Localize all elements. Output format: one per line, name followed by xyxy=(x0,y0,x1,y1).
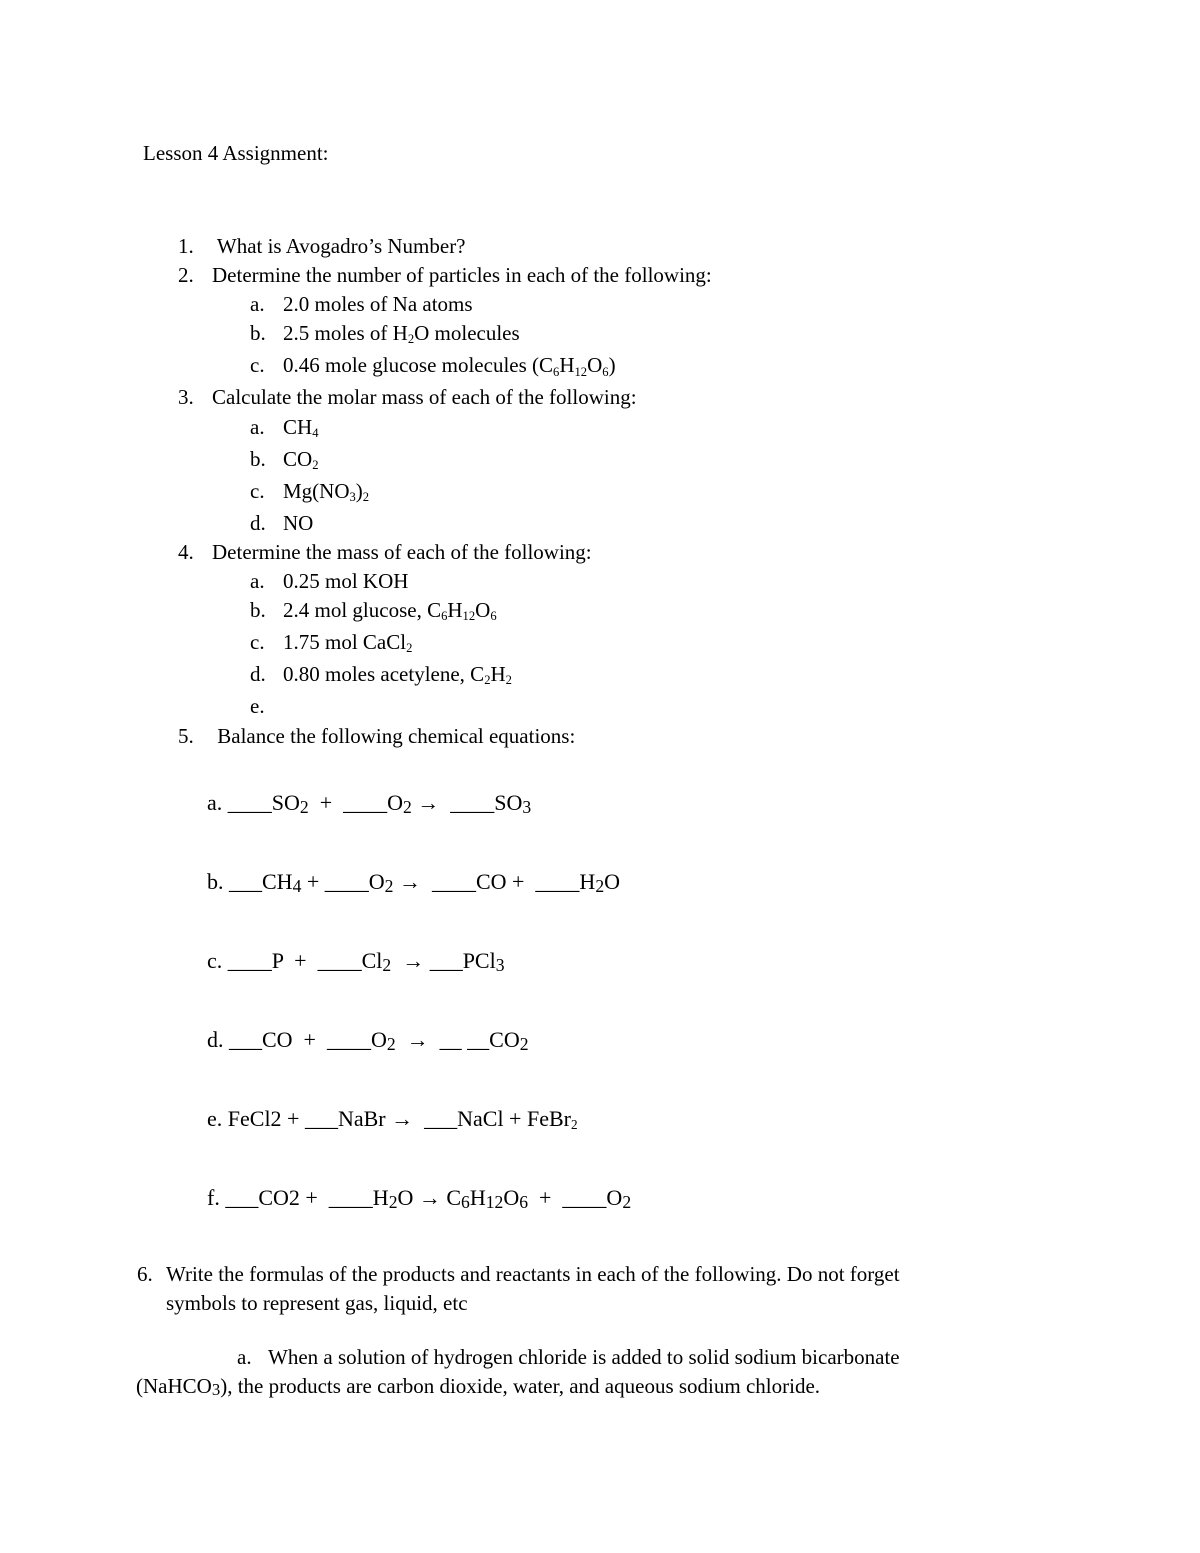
item-text: What is Avogadro’s Number? xyxy=(212,234,466,258)
subscript: 2 xyxy=(388,1191,398,1212)
subscript: 4 xyxy=(292,875,302,896)
item-text: Balance the following chemical equations: xyxy=(212,723,576,748)
item-number: 3. xyxy=(178,385,194,410)
item-number: b. xyxy=(250,446,266,471)
question-sub-item xyxy=(0,692,712,721)
subscript: 2 xyxy=(484,673,491,688)
question-6a-line-2: (NaHCO3), the products are carbon dioxide, water, and aqueous sodium chloride. xyxy=(136,1373,821,1400)
subscript: 2 xyxy=(519,1033,529,1054)
question-sub-item xyxy=(0,445,712,477)
subscript: 12 xyxy=(462,609,476,624)
equation-item xyxy=(207,788,631,867)
subscript: 6 xyxy=(490,609,497,624)
subscript: 2 xyxy=(384,875,394,896)
equation-text: ___CH4 + ____O2 → ____CO + ____H2O xyxy=(229,869,620,896)
question-sub-item xyxy=(0,413,712,445)
item-text: CH4 xyxy=(283,414,319,440)
question-6 xyxy=(0,1260,900,1402)
equation-label: a. xyxy=(207,790,223,815)
question-sub-item xyxy=(0,660,712,692)
item-number: d. xyxy=(250,510,266,535)
equation-label: f. xyxy=(207,1185,220,1210)
subscript: 2 xyxy=(570,1117,578,1133)
item-number: 1. xyxy=(178,234,194,258)
equation-text: ___CO2 + ____H2O → C6H12O6 + ____O2 xyxy=(225,1185,632,1212)
item-text: Calculate the molar mass of each of the following: xyxy=(212,385,637,410)
question-sub-item xyxy=(0,509,712,538)
item-text: Mg(NO3)2 xyxy=(283,478,370,504)
item-text: 1.75 mol CaCl2 xyxy=(283,630,413,656)
item-text: 0.46 mole glucose molecules (C6H12O6) xyxy=(283,353,616,379)
question-item xyxy=(0,383,712,412)
item-number: b. xyxy=(250,598,266,623)
subscript: 2 xyxy=(407,332,415,347)
question-item xyxy=(0,538,712,567)
equation-item xyxy=(207,1183,631,1262)
subscript: 12 xyxy=(574,364,588,379)
subscript: 12 xyxy=(485,1191,504,1212)
subscript: 6 xyxy=(553,364,560,379)
equation-text: ___CO + ____O2 → __ __CO2 xyxy=(229,1027,529,1054)
question-sub-item xyxy=(0,477,712,509)
item-text: 0.80 moles acetylene, C2H2 xyxy=(283,662,512,688)
item-text: 0.25 mol KOH xyxy=(283,569,409,594)
item-text: Determine the number of particles in each of the following: xyxy=(212,263,712,288)
item-number: c. xyxy=(250,353,265,378)
question-6a-line-1: a. When a solution of hydrogen chloride is added to solid sodium bicarbonate xyxy=(237,1343,900,1372)
equation-text: FeCl2 + ___NaBr → ___NaCl + FeBr2 xyxy=(227,1106,578,1133)
item-number: a. xyxy=(250,569,265,594)
question-sub-item xyxy=(0,290,712,319)
subscript: 3 xyxy=(522,796,532,817)
subscript: 4 xyxy=(312,425,319,440)
item-number: c. xyxy=(250,630,265,655)
item-text: CO2 xyxy=(283,446,319,472)
item-number: e. xyxy=(250,694,265,719)
item-number: 4. xyxy=(178,539,194,564)
item-number: a. xyxy=(237,1345,252,1369)
question-sub-item xyxy=(0,319,712,351)
equation-list xyxy=(0,788,631,1262)
question-sub-item xyxy=(0,596,712,628)
equation-text: ____SO2 + ____O2 → ____SO3 xyxy=(227,790,532,817)
item-text: Determine the mass of each of the following: xyxy=(212,539,592,564)
subscript: 2 xyxy=(622,1191,632,1212)
item-number: 5. xyxy=(178,723,194,748)
question-item xyxy=(0,232,712,261)
subscript: 6 xyxy=(602,364,609,379)
item-text: 2.5 moles of H2O molecules xyxy=(283,321,520,347)
equation-label: d. xyxy=(207,1027,224,1052)
question-sub-item xyxy=(0,351,712,383)
item-text: NO xyxy=(283,510,314,535)
question-list xyxy=(0,232,712,751)
question-item xyxy=(0,722,712,751)
item-text: Write the formulas of the products and reactants in each of the following. Do not forget xyxy=(166,1262,900,1286)
item-number: a. xyxy=(250,414,265,439)
equation-text: ____P + ____Cl2 → ___PCl3 xyxy=(227,948,505,975)
item-number: c. xyxy=(250,478,265,503)
subscript: 6 xyxy=(519,1191,529,1212)
page-title: Lesson 4 Assignment: xyxy=(143,141,329,165)
equation-item xyxy=(207,946,631,1025)
item-text: 2.0 moles of Na atoms xyxy=(283,292,473,317)
subscript: 6 xyxy=(461,1191,470,1212)
subscript: 2 xyxy=(382,954,392,975)
question-sub-item xyxy=(0,567,712,596)
equation-item xyxy=(207,867,631,946)
equation-label: c. xyxy=(207,948,223,973)
subscript: 2 xyxy=(362,489,370,504)
subscript: 2 xyxy=(402,796,412,817)
subscript: 2 xyxy=(386,1033,396,1054)
item-number: 2. xyxy=(178,263,194,288)
item-number: 6. xyxy=(137,1262,153,1286)
question-6-line-2: symbols to represent gas, liquid, etc xyxy=(166,1290,468,1315)
equation-label: b. xyxy=(207,869,224,894)
subscript: 3 xyxy=(349,489,356,504)
subscript: 2 xyxy=(312,457,319,472)
item-number: b. xyxy=(250,321,266,346)
subscript: 2 xyxy=(505,673,512,688)
subscript: 2 xyxy=(299,796,309,817)
subscript: 2 xyxy=(595,875,605,896)
equation-item xyxy=(207,1104,631,1183)
equation-item xyxy=(207,1025,631,1104)
item-text: 2.4 mol glucose, C6H12O6 xyxy=(283,598,497,624)
item-number: d. xyxy=(250,662,266,687)
subscript: 6 xyxy=(441,609,448,624)
subscript: 2 xyxy=(406,641,413,656)
equation-label: e. xyxy=(207,1106,223,1131)
question-sub-item xyxy=(0,628,712,660)
item-number: a. xyxy=(250,292,265,317)
subscript: 3 xyxy=(495,954,505,975)
subscript: 3 xyxy=(211,1380,221,1400)
question-6-line-1 xyxy=(137,1260,900,1289)
question-item xyxy=(0,261,712,290)
